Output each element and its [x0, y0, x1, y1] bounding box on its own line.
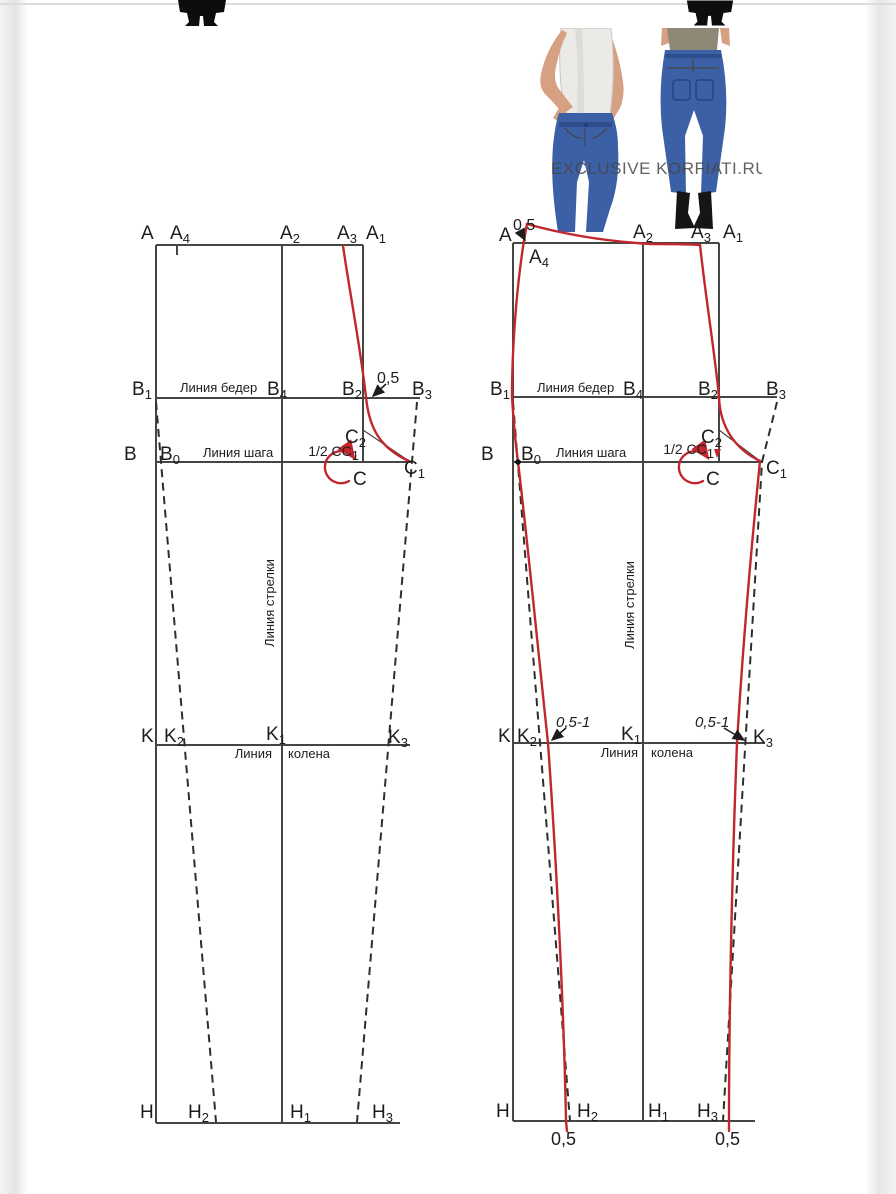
pt-b: B	[481, 444, 494, 465]
pt-k2: $K_2$	[517, 726, 537, 749]
construction-grid	[513, 243, 777, 1121]
pt-a1: $A_1$	[723, 222, 743, 245]
offset-05-hip: 0,5	[377, 370, 400, 387]
pt-h: H	[496, 1101, 510, 1122]
point-b0-dot	[515, 459, 521, 465]
pt-b1: $B_1$	[132, 379, 152, 402]
pt-a2: $A_2$	[633, 222, 653, 245]
half-cc1-label: 1/2 CC1	[663, 441, 714, 461]
offset-hem-right: 0,5	[715, 1129, 741, 1149]
pt-b0: $B_0$	[521, 444, 541, 467]
pt-h: H	[140, 1102, 154, 1123]
crease-line-label: Линия стрелки	[622, 561, 637, 649]
pt-b0: $B_0$	[160, 444, 180, 467]
pt-a: A	[499, 225, 512, 246]
offset-knee-right: 0,5-1	[695, 714, 730, 731]
pt-c: C	[353, 469, 367, 490]
knee-line-label-b: колена	[288, 746, 331, 761]
pt-h2: $H_2$	[577, 1101, 598, 1124]
pt-a2: $A_2$	[280, 223, 300, 246]
offset-05-top: 0,5	[513, 217, 536, 234]
pt-c1: $C_1$	[404, 458, 425, 481]
knee-line-label-a: Линия	[234, 746, 272, 761]
crease-line-label: Линия стрелки	[262, 559, 277, 647]
half-cc1-label: 1/2 CC1	[308, 443, 359, 463]
pt-a3: $A_3$	[337, 223, 357, 246]
pt-k1: $K_1$	[621, 724, 641, 747]
pt-a4: $A_4$	[529, 247, 549, 270]
pt-c2: $C_2$	[345, 427, 366, 450]
pt-h1: $H_1$	[648, 1101, 669, 1124]
pt-a3: $A_3$	[691, 222, 711, 245]
pt-b: B	[124, 444, 137, 465]
diagram-left-base-draft	[124, 223, 432, 1125]
pt-b3: $B_3$	[412, 379, 432, 402]
pt-b3: $B_3$	[766, 379, 786, 402]
pt-b4: $B_4$	[623, 379, 643, 402]
pt-a: A	[141, 223, 154, 244]
pt-k: K	[498, 726, 511, 747]
pt-h3: $H_3$	[697, 1101, 718, 1124]
step-line-label: Линия шага	[203, 445, 274, 460]
diagram-right-jeans-contour	[481, 217, 787, 1149]
pt-k2: $K_2$	[164, 726, 184, 749]
dashed-side-seams	[156, 402, 417, 1122]
pt-b4: $B_4$	[267, 379, 287, 402]
pt-k3: $K_3$	[388, 727, 408, 750]
pt-k: K	[141, 726, 154, 747]
offset-knee-left: 0,5-1	[556, 714, 591, 731]
red-pattern-outline	[512, 224, 760, 1131]
pt-c: C	[706, 469, 720, 490]
pt-b1: $B_1$	[490, 379, 510, 402]
pt-h3: $H_3$	[372, 1102, 393, 1125]
hip-line-label: Линия бедер	[180, 380, 258, 395]
pt-k3: $K_3$	[753, 727, 773, 750]
step-line-label: Линия шага	[556, 445, 627, 460]
pt-c2: $C_2$	[701, 427, 722, 450]
pt-a1: $A_1$	[366, 223, 386, 246]
hip-line-label: Линия бедер	[537, 380, 615, 395]
knee-line-label-a: Линия	[600, 745, 638, 760]
watermark-text: EXCLUSIVE KORFIATI.RU	[551, 159, 762, 178]
pt-b2: $B_2$	[342, 379, 362, 402]
pt-h2: $H_2$	[188, 1102, 209, 1125]
pt-a4: $A_4$	[170, 223, 190, 246]
pt-h1: $H_1$	[290, 1102, 311, 1125]
pt-c1: $C_1$	[766, 458, 787, 481]
pt-k1: $K_1$	[266, 724, 286, 747]
knee-line-label-b: колена	[651, 745, 694, 760]
pt-b2: $B_2$	[698, 379, 718, 402]
offset-hem-left: 0,5	[551, 1129, 577, 1149]
